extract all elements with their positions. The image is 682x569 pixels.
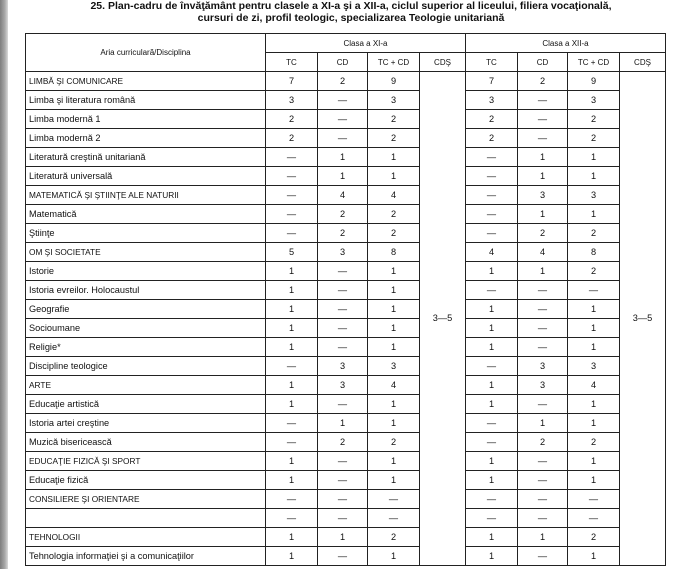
hours-cell: 1 — [466, 376, 518, 395]
hours-cell: — — [318, 91, 368, 110]
discipline-name: Limba modernă 1 — [26, 110, 266, 129]
hours-cell: — — [266, 357, 318, 376]
title-line-1: 25. Plan-cadru de învăţământ pentru clasele a XI-a şi a XII-a, ciclul superior al liceului, filiera vocaţională, — [90, 0, 612, 12]
title-line-2: cursuri de zi, profil teologic, specializarea Teologie unitariană — [197, 12, 505, 24]
hours-cell: 1 — [368, 414, 420, 433]
hours-cell: 1 — [266, 262, 318, 281]
hours-cell: 3 — [318, 357, 368, 376]
document-title — [20, 0, 682, 24]
hours-cell: 1 — [568, 547, 620, 566]
hours-cell: — — [466, 148, 518, 167]
hours-cell: — — [518, 509, 568, 528]
hours-cell: 2 — [568, 433, 620, 452]
hours-cell: 1 — [266, 471, 318, 490]
hours-cell: 2 — [266, 110, 318, 129]
hours-cell: — — [318, 509, 368, 528]
table-row — [26, 376, 666, 395]
hours-cell: — — [518, 281, 568, 300]
hours-cell: 2 — [368, 224, 420, 243]
hours-cell: 2 — [266, 129, 318, 148]
hours-cell: 8 — [568, 243, 620, 262]
hours-cell: 2 — [568, 110, 620, 129]
hours-cell: 2 — [466, 110, 518, 129]
hours-cell: 2 — [518, 224, 568, 243]
discipline-name: EDUCAŢIE FIZICĂ ŞI SPORT — [26, 452, 266, 471]
hours-cell: — — [466, 224, 518, 243]
hours-cell: — — [466, 357, 518, 376]
hours-cell: 2 — [318, 433, 368, 452]
hours-cell: 1 — [466, 338, 518, 357]
hours-cell: 1 — [466, 528, 518, 547]
hours-cell: — — [318, 338, 368, 357]
hours-cell: — — [266, 433, 318, 452]
hours-cell: — — [318, 319, 368, 338]
discipline-name: Istorie — [26, 262, 266, 281]
table-row — [26, 490, 666, 509]
hours-cell: 1 — [568, 300, 620, 319]
hours-cell: 1 — [518, 148, 568, 167]
hours-cell: 2 — [368, 528, 420, 547]
hours-cell: 2 — [568, 224, 620, 243]
table-row — [26, 129, 666, 148]
discipline-name: Educaţie artistică — [26, 395, 266, 414]
hours-cell: — — [266, 509, 318, 528]
hours-cell: — — [318, 547, 368, 566]
hours-cell: 9 — [368, 72, 420, 91]
table-row — [26, 167, 666, 186]
hours-cell: — — [518, 129, 568, 148]
hours-cell: — — [318, 281, 368, 300]
hours-cell: — — [568, 509, 620, 528]
cds-cell-class-11: 3—5 — [420, 72, 466, 566]
hours-cell: — — [266, 414, 318, 433]
hours-cell: — — [318, 300, 368, 319]
hours-cell: 1 — [368, 319, 420, 338]
discipline-name: Literatură creştină unitariană — [26, 148, 266, 167]
hours-cell: 1 — [318, 167, 368, 186]
hours-cell: 1 — [266, 281, 318, 300]
hours-cell: — — [318, 471, 368, 490]
hours-cell: 9 — [568, 72, 620, 91]
hours-cell: 4 — [466, 243, 518, 262]
hours-cell: 1 — [368, 338, 420, 357]
hours-cell: 5 — [266, 243, 318, 262]
hours-cell: 1 — [266, 547, 318, 566]
hours-cell: — — [266, 148, 318, 167]
hours-cell: 1 — [318, 528, 368, 547]
discipline-name: Educaţie fizică — [26, 471, 266, 490]
hours-cell: 1 — [466, 319, 518, 338]
sub-header: TC — [466, 53, 518, 72]
hours-cell: 1 — [368, 148, 420, 167]
hours-cell: — — [368, 490, 420, 509]
hours-cell: 1 — [518, 205, 568, 224]
table-row — [26, 433, 666, 452]
hours-cell: 1 — [466, 471, 518, 490]
hours-cell: 1 — [368, 281, 420, 300]
hours-cell: 4 — [318, 186, 368, 205]
curriculum-table — [25, 33, 666, 566]
hours-cell: 3 — [568, 357, 620, 376]
hours-cell: 1 — [266, 376, 318, 395]
hours-cell: 7 — [266, 72, 318, 91]
hours-cell: — — [518, 110, 568, 129]
sub-header: CDŞ — [420, 53, 466, 72]
table-row — [26, 205, 666, 224]
sub-header: CD — [518, 53, 568, 72]
discipline-name: Literatură universală — [26, 167, 266, 186]
discipline-name: LIMBĂ ŞI COMUNICARE — [26, 72, 266, 91]
hours-cell: 8 — [368, 243, 420, 262]
discipline-name: MATEMATICĂ ŞI ŞTIINŢE ALE NATURII — [26, 186, 266, 205]
discipline-name: Geografie — [26, 300, 266, 319]
hours-cell: 2 — [518, 72, 568, 91]
hours-cell: 1 — [266, 338, 318, 357]
hours-cell: 3 — [568, 91, 620, 110]
hours-cell: 1 — [368, 452, 420, 471]
hours-cell: 2 — [568, 129, 620, 148]
hours-cell: 3 — [518, 376, 568, 395]
hours-cell: 1 — [368, 471, 420, 490]
table-row — [26, 547, 666, 566]
hours-cell: — — [466, 490, 518, 509]
hours-cell: 1 — [518, 528, 568, 547]
hours-cell: — — [318, 129, 368, 148]
hours-cell: 1 — [466, 395, 518, 414]
hours-cell: 1 — [568, 471, 620, 490]
sub-header: CDŞ — [620, 53, 666, 72]
class-11-header: Clasa a XI-a — [266, 34, 466, 53]
hours-cell: 2 — [368, 110, 420, 129]
hours-cell: — — [466, 433, 518, 452]
area-header: Aria curriculară/Disciplina — [26, 34, 266, 72]
hours-cell: 2 — [466, 129, 518, 148]
hours-cell: — — [568, 490, 620, 509]
hours-cell: — — [518, 452, 568, 471]
hours-cell: — — [568, 281, 620, 300]
hours-cell: — — [466, 281, 518, 300]
table-row — [26, 262, 666, 281]
table-row — [26, 110, 666, 129]
discipline-name: Muzică bisericească — [26, 433, 266, 452]
hours-cell: — — [368, 509, 420, 528]
hours-cell: 4 — [368, 376, 420, 395]
table-row — [26, 471, 666, 490]
hours-cell: 1 — [568, 319, 620, 338]
hours-cell: 3 — [466, 91, 518, 110]
hours-cell: — — [518, 91, 568, 110]
discipline-name: Discipline teologice — [26, 357, 266, 376]
table-row — [26, 72, 666, 91]
table-row — [26, 300, 666, 319]
table-row — [26, 357, 666, 376]
discipline-name: Tehnologia informaţiei şi a comunicaţiilor — [26, 547, 266, 566]
discipline-name: CONSILIERE ŞI ORIENTARE — [26, 490, 266, 509]
table-row — [26, 319, 666, 338]
sub-header: TC + CD — [568, 53, 620, 72]
discipline-name — [26, 509, 266, 528]
hours-cell: 1 — [368, 395, 420, 414]
sub-header: CD — [318, 53, 368, 72]
hours-cell: 3 — [266, 91, 318, 110]
discipline-name: Istoria evreilor. Holocaustul — [26, 281, 266, 300]
hours-cell: 1 — [518, 414, 568, 433]
hours-cell: 1 — [518, 167, 568, 186]
hours-cell: 3 — [368, 357, 420, 376]
hours-cell: 1 — [568, 414, 620, 433]
hours-cell: 1 — [466, 547, 518, 566]
cds-cell-class-12: 3—5 — [620, 72, 666, 566]
table-row — [26, 243, 666, 262]
hours-cell: 1 — [368, 262, 420, 281]
hours-cell: 1 — [568, 452, 620, 471]
hours-cell: — — [318, 490, 368, 509]
discipline-name: OM ŞI SOCIETATE — [26, 243, 266, 262]
hours-cell: 2 — [318, 205, 368, 224]
hours-cell: — — [266, 167, 318, 186]
discipline-name: Limba şi literatura română — [26, 91, 266, 110]
class-12-header: Clasa a XII-a — [466, 34, 666, 53]
hours-cell: 1 — [318, 148, 368, 167]
hours-cell: 2 — [568, 528, 620, 547]
hours-cell: — — [318, 262, 368, 281]
hours-cell: 2 — [518, 433, 568, 452]
table-row — [26, 91, 666, 110]
table-row — [26, 338, 666, 357]
hours-cell: 1 — [568, 395, 620, 414]
hours-cell: 2 — [568, 262, 620, 281]
hours-cell: 1 — [266, 528, 318, 547]
hours-cell: 3 — [518, 186, 568, 205]
hours-cell: 1 — [568, 205, 620, 224]
hours-cell: 4 — [568, 376, 620, 395]
hours-cell: — — [466, 205, 518, 224]
hours-cell: 7 — [466, 72, 518, 91]
hours-cell: — — [318, 395, 368, 414]
hours-cell: — — [318, 110, 368, 129]
discipline-name: Socioumane — [26, 319, 266, 338]
hours-cell: 1 — [568, 148, 620, 167]
table-row — [26, 414, 666, 433]
hours-cell: 2 — [368, 433, 420, 452]
hours-cell: 1 — [518, 262, 568, 281]
hours-cell: 1 — [266, 319, 318, 338]
table-row — [26, 281, 666, 300]
discipline-name: TEHNOLOGII — [26, 528, 266, 547]
table-row — [26, 528, 666, 547]
hours-cell: 1 — [266, 452, 318, 471]
hours-cell: — — [466, 167, 518, 186]
table-row — [26, 452, 666, 471]
hours-cell: — — [266, 490, 318, 509]
hours-cell: 3 — [318, 243, 368, 262]
hours-cell: 2 — [368, 129, 420, 148]
hours-cell: 4 — [368, 186, 420, 205]
viewer-left-edge — [0, 0, 8, 569]
sub-header: TC — [266, 53, 318, 72]
hours-cell: 1 — [368, 547, 420, 566]
hours-cell: — — [466, 186, 518, 205]
hours-cell: 1 — [368, 167, 420, 186]
discipline-name: Limba modernă 2 — [26, 129, 266, 148]
hours-cell: — — [266, 205, 318, 224]
table-row — [26, 395, 666, 414]
hours-cell: — — [518, 490, 568, 509]
hours-cell: — — [518, 300, 568, 319]
hours-cell: 4 — [518, 243, 568, 262]
hours-cell: 3 — [318, 376, 368, 395]
discipline-name: Istoria artei creştine — [26, 414, 266, 433]
hours-cell: 1 — [568, 338, 620, 357]
hours-cell: 2 — [368, 205, 420, 224]
hours-cell: 2 — [318, 224, 368, 243]
hours-cell: — — [266, 186, 318, 205]
discipline-name: Matematică — [26, 205, 266, 224]
table-row — [26, 148, 666, 167]
hours-cell: 1 — [266, 300, 318, 319]
hours-cell: 3 — [368, 91, 420, 110]
table-body — [26, 72, 666, 566]
hours-cell: 1 — [368, 300, 420, 319]
hours-cell: 1 — [318, 414, 368, 433]
hours-cell: — — [318, 452, 368, 471]
discipline-name: Ştiinţe — [26, 224, 266, 243]
hours-cell: — — [518, 471, 568, 490]
table-row — [26, 509, 666, 528]
hours-cell: — — [518, 395, 568, 414]
hours-cell: 1 — [466, 300, 518, 319]
hours-cell: — — [466, 509, 518, 528]
hours-cell: — — [518, 319, 568, 338]
hours-cell: — — [518, 338, 568, 357]
hours-cell: 1 — [466, 262, 518, 281]
hours-cell: 3 — [568, 186, 620, 205]
hours-cell: 1 — [568, 167, 620, 186]
discipline-name: ARTE — [26, 376, 266, 395]
discipline-name: Religie* — [26, 338, 266, 357]
table-row — [26, 224, 666, 243]
hours-cell: — — [266, 224, 318, 243]
hours-cell: 3 — [518, 357, 568, 376]
table-row — [26, 186, 666, 205]
sub-header: TC + CD — [368, 53, 420, 72]
hours-cell: 2 — [318, 72, 368, 91]
hours-cell: — — [518, 547, 568, 566]
hours-cell: — — [466, 414, 518, 433]
hours-cell: 1 — [466, 452, 518, 471]
hours-cell: 1 — [266, 395, 318, 414]
